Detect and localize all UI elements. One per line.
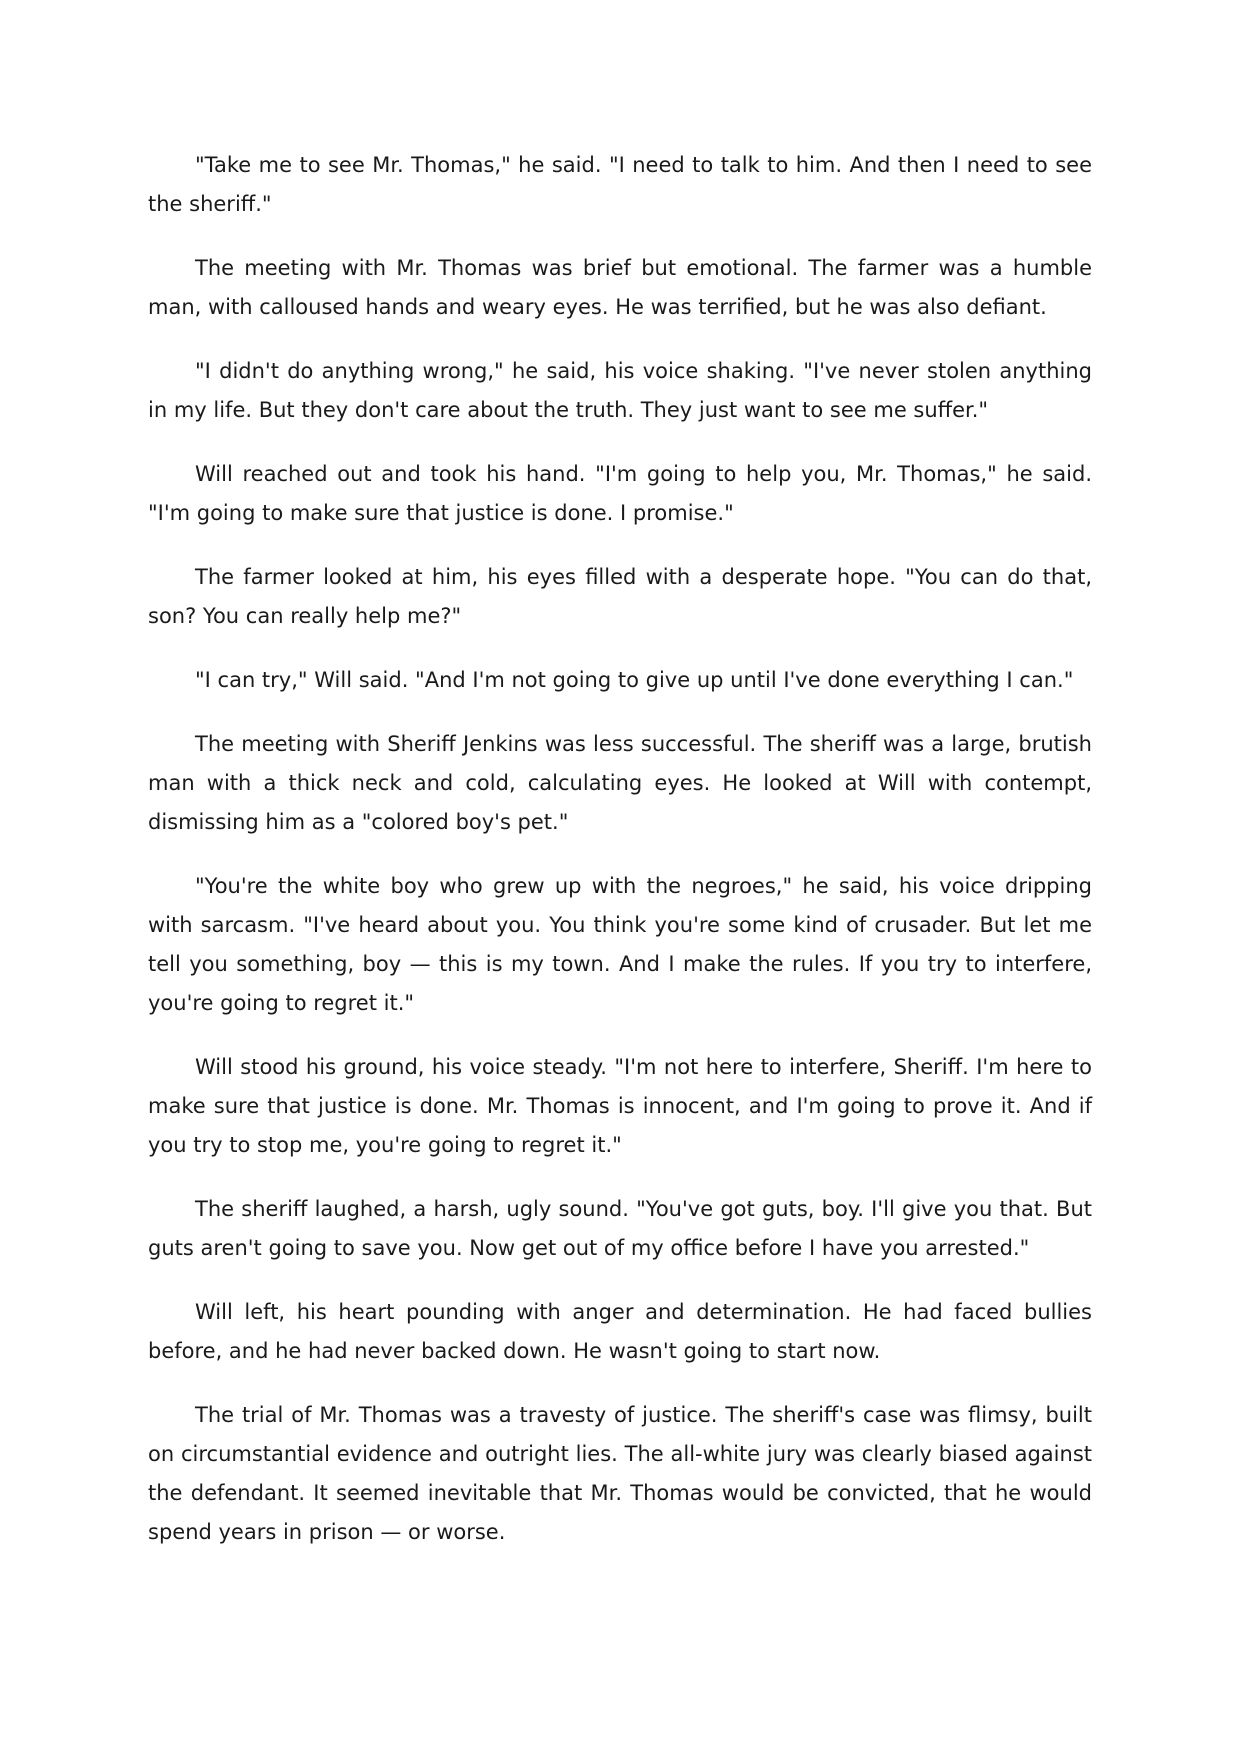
document-page — [148, 146, 1092, 1577]
paragraph: The trial of Mr. Thomas was a travesty of justice. The sheriff's case was flimsy, built on circumstantial evidence and outright lies. The all-white jury was clearly biased against the defendant. It seemed inevitable that Mr. Thomas would be convicted, that he would spend years in prison — or worse. — [148, 1403, 1092, 1544]
paragraph: Will left, his heart pounding with anger and determination. He had faced bullies before, and he had never backed down. He wasn't going to start now. — [148, 1300, 1092, 1363]
paragraph: "You're the white boy who grew up with the negroes," he said, his voice dripping with sarcasm. "I've heard about you. You think you're some kind of crusader. But let me tell you something, boy — this is my town. And I make the rules. If you try to interfere, you're going to regret it." — [148, 874, 1092, 1015]
paragraph: "I can try," Will said. "And I'm not going to give up until I've done everything I can." — [195, 668, 1074, 692]
paragraph: Will stood his ground, his voice steady. "I'm not here to interfere, Sheriff. I'm here to make sure that justice is done. Mr. Thomas is innocent, and I'm going to prove it. And if you try to stop me, you're going to regret it." — [148, 1055, 1092, 1157]
paragraph: Will reached out and took his hand. "I'm going to help you, Mr. Thomas," he said. "I'm going to make sure that justice is done. I promise." — [148, 462, 1092, 525]
paragraph: The meeting with Sheriff Jenkins was less successful. The sheriff was a large, brutish man with a thick neck and cold, calculating eyes. He looked at Will with contempt, dismissing him as a "colored boy's pet." — [148, 732, 1092, 834]
paragraph: The farmer looked at him, his eyes filled with a desperate hope. "You can do that, son? You can really help me?" — [148, 565, 1092, 628]
paragraph: The sheriff laughed, a harsh, ugly sound. "You've got guts, boy. I'll give you that. But guts aren't going to save you. Now get out of my office before I have you arrested." — [148, 1197, 1092, 1260]
paragraph: The meeting with Mr. Thomas was brief but emotional. The farmer was a humble man, with calloused hands and weary eyes. He was terrified, but he was also defiant. — [148, 256, 1092, 319]
paragraph: "Take me to see Mr. Thomas," he said. "I need to talk to him. And then I need to see the sheriff." — [148, 153, 1092, 216]
paragraph: "I didn't do anything wrong," he said, his voice shaking. "I've never stolen anything in my life. But they don't care about the truth. They just want to see me suffer." — [148, 359, 1092, 422]
